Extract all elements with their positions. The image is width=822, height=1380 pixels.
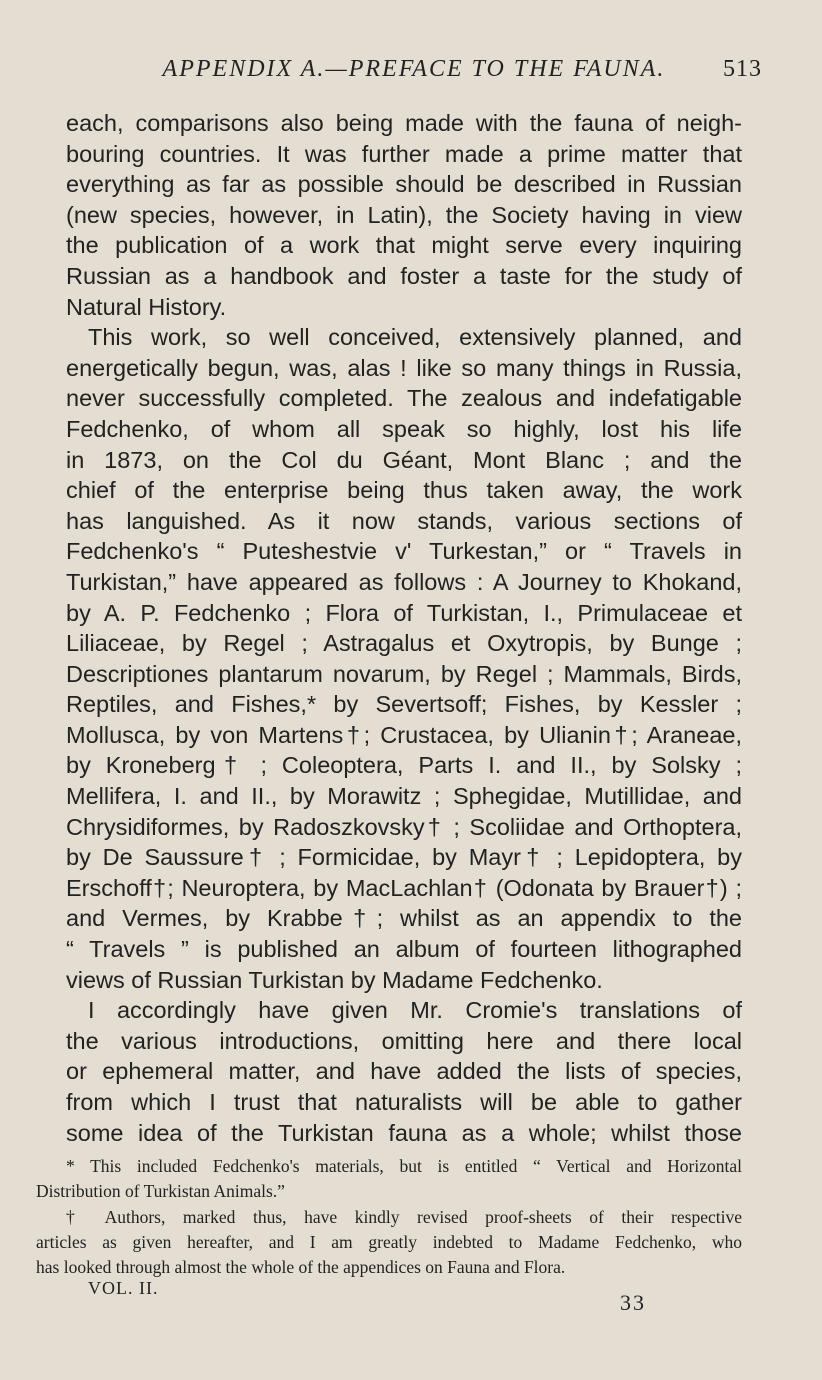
text-line: I accordingly have given Mr. Cromie's translations of — [88, 997, 742, 1024]
footnote-line: * This included Fedchenko's materials, but is entitled “ Vertical and Horizontal — [66, 1156, 742, 1176]
text-line: or ephemeral matter, and have added the lists of species, — [66, 1058, 742, 1085]
text-line: has languished. As it now stands, various sections of — [66, 507, 742, 534]
text-line: views of Russian Turkistan by Madame Fedchenko. — [66, 966, 603, 993]
running-head — [66, 56, 762, 96]
text-line: “ Travels ” is published an album of fourteen lithographed — [66, 936, 742, 963]
footnote-line: has looked through almost the whole of the appendices on Fauna and Flora. — [36, 1257, 566, 1278]
text-line: Mollusca, by von Martens†; Crustacea, by Ulianin†; Araneae, — [66, 721, 742, 748]
text-line: and Vermes, by Krabbe†; whilst as an appendix to the — [66, 905, 742, 932]
text-line: Chrysidiformes, by Radoszkovsky† ; Scoliidae and Orthoptera, — [66, 813, 742, 840]
page-number: 513 — [723, 56, 762, 82]
running-head-title: APPENDIX A.—PREFACE TO THE FAUNA. — [162, 56, 666, 82]
text-line: some idea of the Turkistan fauna as a whole; whilst those — [66, 1119, 742, 1146]
text-line: Fedchenko's “ Puteshestvie v' Turkestan,” or “ Travels in — [66, 538, 742, 565]
text-line: This work, so well conceived, extensively planned, and — [88, 324, 742, 351]
volume-signature: VOL. II. — [88, 1278, 159, 1298]
footnotes — [36, 1154, 742, 1280]
text-line: Natural History. — [66, 293, 227, 320]
text-line: Erschoff†; Neuroptera, by MacLachlan† (Odonata by Brauer†) ; — [66, 874, 742, 901]
text-line: from which I trust that naturalists will be able to gather — [66, 1089, 742, 1115]
text-line: Reptiles, and Fishes,* by Severtsoff; Fishes, by Kessler ; — [66, 691, 742, 718]
text-line: bouring countries. It was further made a prime matter that — [66, 140, 742, 167]
text-line: the various introductions, omitting here and there local — [66, 1027, 742, 1054]
body-text — [66, 108, 742, 1148]
footnote-line: Distribution of Turkistan Animals.” — [36, 1181, 285, 1202]
text-line: (new species, however, in Latin), the Society having in view — [66, 201, 742, 228]
text-line: Liliaceae, by Regel ; Astragalus et Oxytropis, by Bunge ; — [66, 630, 742, 657]
text-line: energetically begun, was, alas ! like so many things in Russia, — [66, 354, 742, 381]
text-line: Russian as a handbook and foster a taste for the study of — [66, 262, 742, 289]
sheet-signature: 33 — [620, 1290, 646, 1315]
text-line: Mellifera, I. and II., by Morawitz ; Sphegidae, Mutillidae, and — [66, 783, 742, 810]
text-line: Descriptiones plantarum novarum, by Regel ; Mammals, Birds, — [66, 660, 742, 687]
text-line: each, comparisons also being made with the fauna of neigh- — [66, 110, 742, 136]
footnote-line: † Authors, marked thus, have kindly revised proof-sheets of their respective — [66, 1206, 742, 1227]
text-line: the publication of a work that might serve every inquiring — [66, 232, 742, 259]
text-line: Turkistan,” have appeared as follows : A Journey to Khokand, — [66, 568, 742, 595]
text-line: chief of the enterprise being thus taken away, the work — [66, 477, 742, 504]
text-line: never successfully completed. The zealous and indefatigable — [66, 385, 742, 412]
text-line: Fedchenko, of whom all speak so highly, lost his life — [66, 415, 742, 442]
text-line: by Kroneberg† ; Coleoptera, Parts I. and II., by Solsky ; — [66, 752, 742, 779]
text-line: everything as far as possible should be described in Russian — [66, 171, 742, 198]
text-line: in 1873, on the Col du Géant, Mont Blanc ; and the — [66, 446, 742, 473]
footnote-line: articles as given hereafter, and I am greatly indebted to Madame Fedchenko, who — [36, 1231, 742, 1252]
text-line: by A. P. Fedchenko ; Flora of Turkistan, I., Primulaceae et — [66, 599, 742, 626]
text-line: by De Saussure† ; Formicidae, by Mayr† ; Lepidoptera, by — [66, 844, 742, 871]
